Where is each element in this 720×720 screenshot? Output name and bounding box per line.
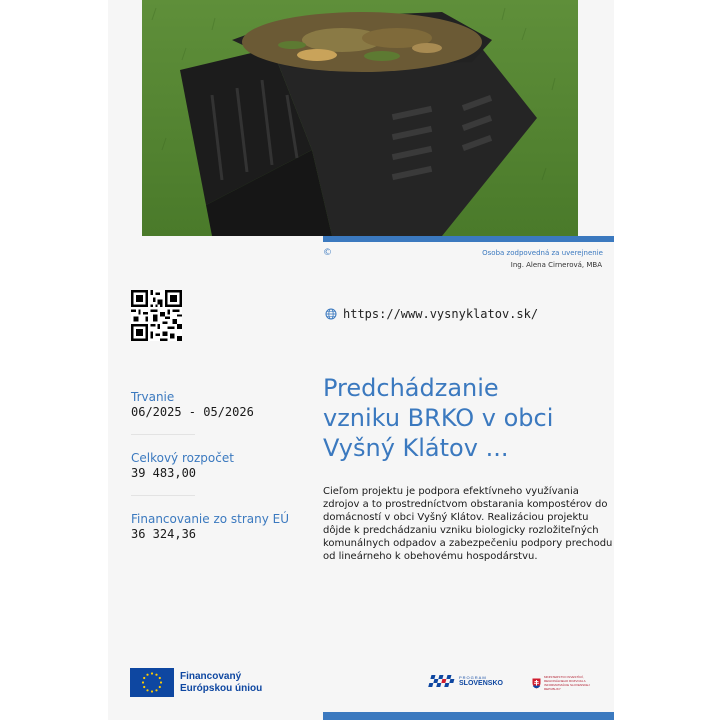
program-label: PROGRAM [459,674,487,680]
responsible-person-label: Osoba zodpovedná za uverejnenie [482,249,603,257]
fact-divider [131,495,195,496]
eu-text-line1: Financovaný [180,670,242,682]
composter-photo [142,0,578,236]
eu-flag-icon [130,668,174,697]
accent-bar-bottom [323,712,614,720]
project-facts [131,390,301,542]
eu-funding-label: Financovanie zo strany EÚ [131,512,290,526]
budget-value: 39 483,00 [131,466,197,480]
ministry-logo [532,675,592,691]
qr-code-icon[interactable] [131,290,182,341]
eu-funded-logo [130,668,262,697]
fact-divider [131,434,195,435]
budget-label: Celkový rozpočet [131,451,234,465]
accent-bar-top [323,236,614,242]
checkered-flag-icon [426,673,456,689]
project-title: Predchádzanie vzniku BRKO v obci Vyšný Klátov ... [323,374,554,462]
website-link[interactable] [325,307,538,321]
project-description: Cieľom projektu je podpora efektívneho využívania zdrojov a to prostredníctvom obstarania kompostérov do domácností v obci Vyšný Klátov. Realizáciou projektu dôjde k predchádzaniu vzniku biologicky rozložiteľných komunálnych odpadov a zabezpečeniu podpory prechodu od lineárneho k obehovému hospodárstvu. [323,486,613,562]
duration-label: Trvanie [131,390,175,404]
program-slovensko-logo [426,673,503,689]
responsible-person-name: Ing. Alena Cirnerová, MBA [510,261,602,269]
globe-icon [325,308,337,320]
eu-text-line2: Európskou úniou [180,682,263,694]
slovak-shield-icon [532,678,541,689]
website-url: https://www.vysnyklatov.sk/ [343,307,539,321]
slovensko-label: SLOVENSKO [459,679,503,687]
eu-funding-value: 36 324,36 [131,527,197,541]
duration-value: 06/2025 - 05/2026 [131,405,254,419]
copyright-symbol: © [323,248,332,258]
ministry-name: MINISTERSTVO INVESTÍCIÍ, REGIONÁLNEHO ROZVOJA A INFORMATIZÁCIE SLOVENSKEJ REPUBLIKY [544,675,590,691]
